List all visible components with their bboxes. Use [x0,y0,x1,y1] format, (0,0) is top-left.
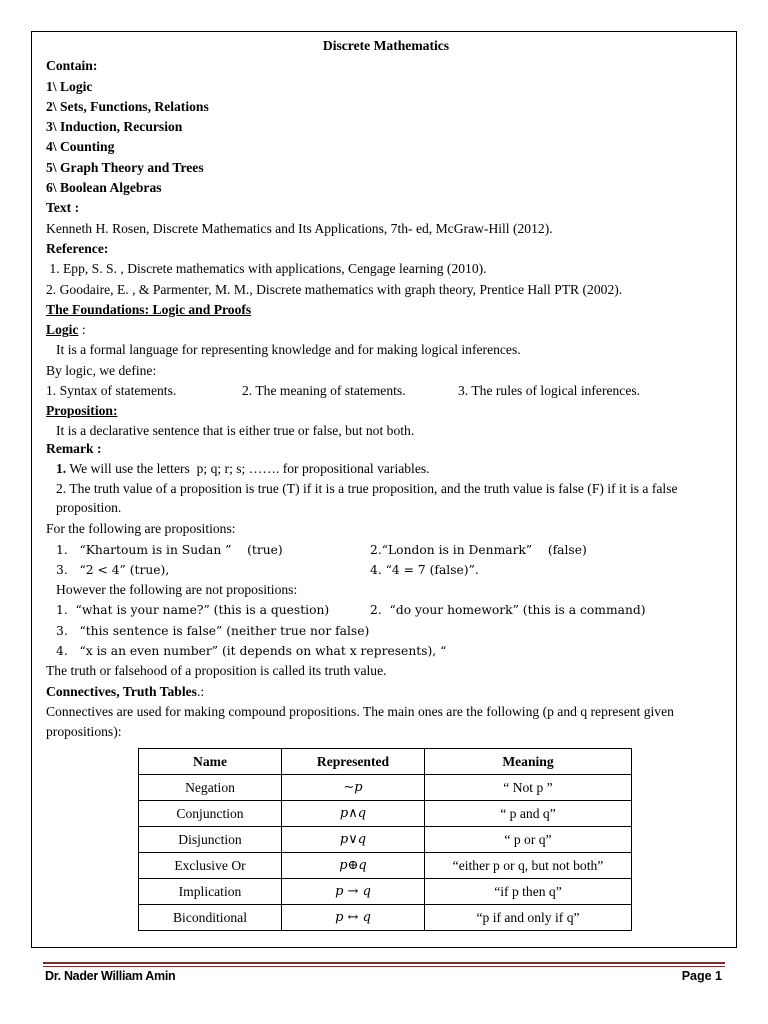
connective-name: Conjunction [139,801,282,827]
proposition-example-row [46,540,726,560]
connective-symbol: p∧q [282,801,425,827]
connective-symbol: ∼p [282,775,425,801]
column-header: Represented [282,749,425,775]
connective-symbol: p∨q [282,827,425,853]
document-title: Discrete Mathematics [322,38,450,53]
non-proposition-row [46,600,726,620]
contain-heading: Contain: [46,58,98,74]
document-body [46,36,726,743]
connective-name: Biconditional [139,905,282,931]
connective-name: Disjunction [139,827,282,853]
foundations-heading: The Foundations: Logic and Proofs [46,301,252,317]
table-row [139,801,632,827]
connective-name: Exclusive Or [139,853,282,879]
connective-name: Implication [139,879,282,905]
proposition-definition: It is a declarative sentence that is either true or false, but not both. [56,422,415,438]
footer-page-number: Page 1 [681,969,722,983]
logic-define-item: 3. The rules of logical inferences. [458,383,641,399]
contain-item: 1\ Logic [46,78,93,94]
logic-define-item: 2. The meaning of statements. [242,383,406,399]
table-row [139,827,632,853]
remark-heading: Remark : [46,440,102,456]
contain-item: 2\ Sets, Functions, Relations [46,98,209,114]
contain-item: 4\ Counting [46,139,115,155]
proposition-example: 4. “4 = 7 (false)”. [370,562,479,577]
footer-author: Dr. Nader William Amin [45,969,176,983]
connectives-heading-suffix: .: [196,683,205,699]
connective-meaning: “p if and only if q” [425,905,632,931]
connective-symbol: p ↔ q [282,905,425,931]
textbook: Kenneth H. Rosen, Discrete Mathematics and Its Applications, 7th- ed, McGraw-Hill (2012). [46,220,553,236]
text-heading: Text : [46,200,80,216]
footer-rule [43,966,725,967]
not-propositions-intro: However the following are not propositions: [56,582,298,598]
non-proposition-example: 2. “do your homework” (this is a command) [370,603,646,618]
non-proposition-example: 4. “x is an even number” (it depends on what x represents), “ [56,644,447,659]
proposition-heading: Proposition: [46,403,118,419]
logic-heading: Logic [46,322,79,338]
table-header-row [139,749,632,775]
remark-1-number: 1. [56,460,67,476]
connective-meaning: “either p or q, but not both” [425,853,632,879]
connective-name: Negation [139,775,282,801]
table-row [139,775,632,801]
non-proposition-example: 3. “this sentence is false” (neither true nor false) [56,623,370,638]
contain-item: 6\ Boolean Algebras [46,180,162,196]
logic-define-intro: By logic, we define: [46,362,157,378]
proposition-example: 3. “2 < 4” (true), [56,562,170,577]
contain-item: 3\ Induction, Recursion [46,119,183,135]
table-row [139,879,632,905]
connectives-table [138,748,632,931]
logic-definition: It is a formal language for representing knowledge and for making logical inferences. [56,342,521,358]
proposition-example-row [46,560,726,580]
connective-meaning: “ Not p ” [425,775,632,801]
reference-heading: Reference: [46,240,109,256]
logic-define-item: 1. Syntax of statements. [46,383,177,399]
table-row [139,905,632,931]
proposition-example: 1. “Khartoum is in Sudan ” (true) [56,542,283,557]
remark-2: 2. The truth value of a proposition is true (T) if it is a true proposition, and the truth value is false (F) if it is a false proposition. [56,481,678,516]
table-row [139,853,632,879]
connective-meaning: “ p and q” [425,801,632,827]
examples-intro: For the following are propositions: [46,521,236,537]
non-proposition-example: 1. “what is your name?” (this is a question) [56,603,330,618]
reference-item: 1. Epp, S. S. , Discrete mathematics with applications, Cengage learning (2010). [46,261,487,277]
connective-symbol: p → q [282,879,425,905]
remark-1-text: We will use the letters p; q; r; s; ……. for propositional variables. [66,460,430,476]
logic-defines [46,381,726,401]
contain-item: 5\ Graph Theory and Trees [46,159,204,175]
connective-meaning: “ p or q” [425,827,632,853]
column-header: Name [139,749,282,775]
connective-meaning: “if p then q” [425,879,632,905]
column-header: Meaning [425,749,632,775]
connectives-heading: Connectives, Truth Tables [46,683,197,699]
proposition-example: 2.“London is in Denmark” (false) [370,542,587,557]
logic-colon: : [78,322,86,338]
connective-symbol: p⊕q [282,853,425,879]
connectives-intro: Connectives are used for making compound propositions. The main ones are the following (p and q represent given propositions): [46,703,674,740]
truth-value-note: The truth or falsehood of a proposition is called its truth value. [46,663,387,679]
reference-item: 2. Goodaire, E. , & Parmenter, M. M., Discrete mathematics with graph theory, Prentice Hall PTR (2002). [46,281,623,297]
footer-rule [43,962,725,964]
